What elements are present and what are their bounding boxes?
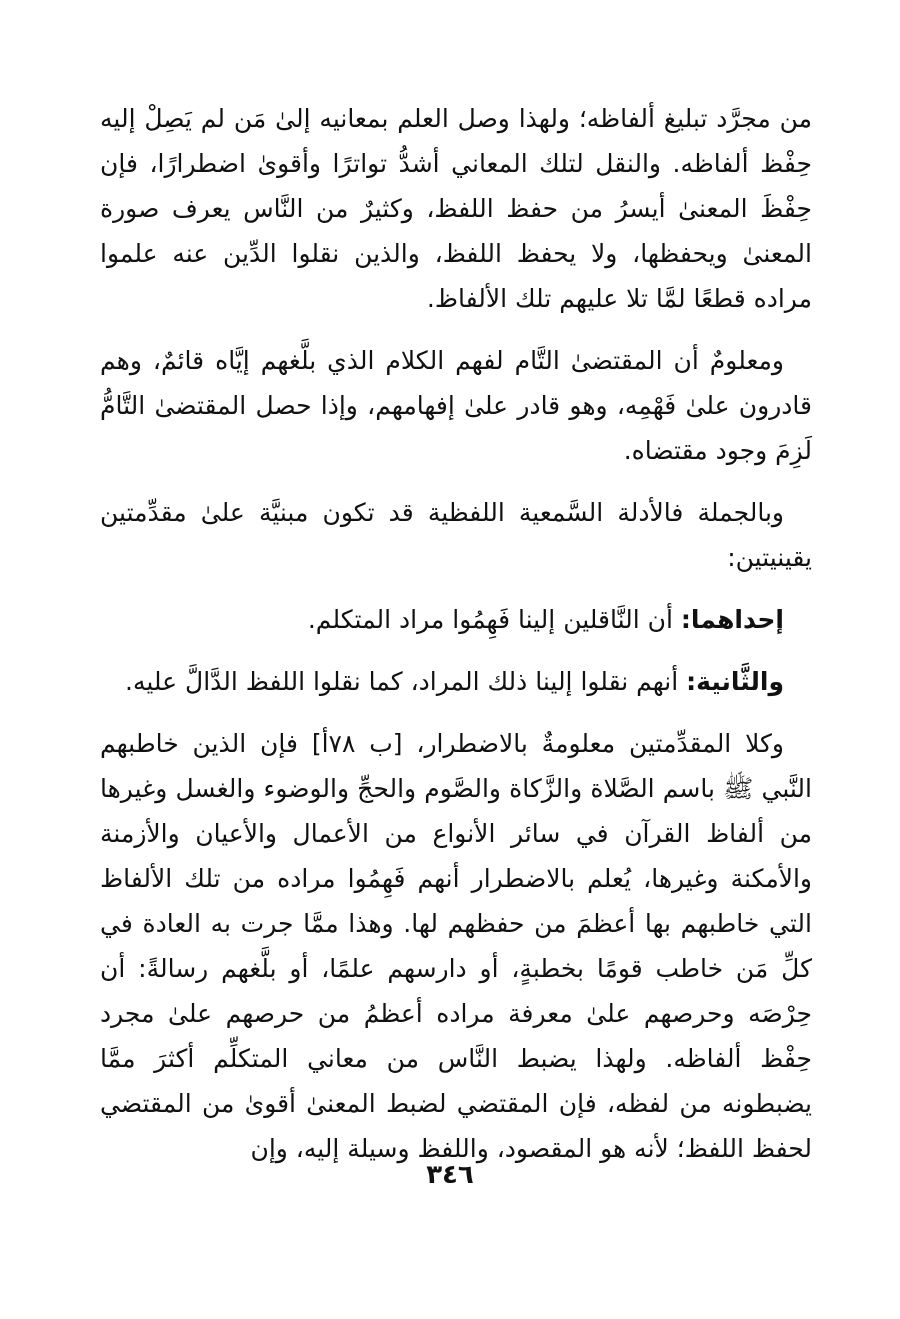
paragraph-6: وكلا المقدِّمتين معلومةٌ بالاضطرار، [ب ٧٨أ] فإن الذين خاطبهم النَّبي ﷺ باسم الصَّلاة والزَّكاة والصَّوم والحجِّ والوضوء والغسل وغيرها من ألفاظ القرآن في سائر الأنواع من الأعمال والأعيان والأزمنة والأمكنة وغيرها، يُعلم بالاضطرار أنهم فَهِمُوا مراده من تلك الألفاظ التي خاطبهم بها أعظمَ من حفظهم لها. وهذا ممَّا جرت به العادة في كلِّ مَن خاطب قومًا بخطبةٍ، أو دارسهم علمًا، أو بلَّغهم رسالةً: أن حِرْصَه وحرصهم علىٰ معرفة مراده أعظمُ من حرصهم علىٰ مجرد حِفْظ ألفاظه. ولهذا يضبط النَّاس من معاني المتكلِّم أكثرَ ممَّا يضبطونه من لفظه، فإن المقتضي لضبط المعنىٰ أقوىٰ من المقتضي لحفظ اللفظ؛ لأنه هو المقصود، واللفظ وسيلة إليه، وإن [100, 729, 812, 1163]
paragraph-4 [100, 597, 812, 642]
premise-one-label: إحداهما: [680, 605, 784, 634]
premise-two-text: أنهم نقلوا إلينا ذلك المراد، كما نقلوا اللفظ الدَّالَّ عليه. [125, 667, 687, 696]
paragraph-gap [100, 473, 812, 490]
premise-two-label: والثَّانية: [686, 667, 784, 696]
paragraph-gap [100, 580, 812, 597]
paragraph-gap [100, 321, 812, 338]
paragraph-gap [100, 704, 812, 721]
paragraph-gap [100, 642, 812, 659]
paragraph-1: من مجرَّد تبليغ ألفاظه؛ ولهذا وصل العلم بمعانيه إلىٰ مَن لم يَصِلْ إليه حِفْظ ألفاظه. والنقل لتلك المعاني أشدُّ تواترًا وأقوىٰ اضطرارًا، فإن حِفْظَ المعنىٰ أيسرُ من حفظ اللفظ، وكثيرٌ من النَّاس يعرف صورة المعنىٰ ويحفظها، ولا يحفظ اللفظ، والذين نقلوا الدِّين عنه علموا مراده قطعًا لمَّا تلا عليهم تلك الألفاظ. [100, 104, 812, 313]
paragraph-5 [100, 659, 812, 704]
paragraph-3: وبالجملة فالأدلة السَّمعية اللفظية قد تكون مبنيَّة علىٰ مقدِّمتين يقينيتين: [100, 498, 812, 572]
page-body [100, 96, 812, 1171]
page-number: ٣٤٦ [426, 1160, 474, 1190]
premise-one-text: أن النَّاقلين إلينا فَهِمُوا مراد المتكلم. [307, 605, 681, 634]
paragraph-2: ومعلومٌ أن المقتضىٰ التَّام لفهم الكلام الذي بلَّغهم إيَّاه قائمٌ، وهم قادرون علىٰ فَهْمِه، وهو قادر علىٰ إفهامهم، وإذا حصل المقتضىٰ التَّامُّ لَزِمَ وجود مقتضاه. [100, 346, 812, 465]
